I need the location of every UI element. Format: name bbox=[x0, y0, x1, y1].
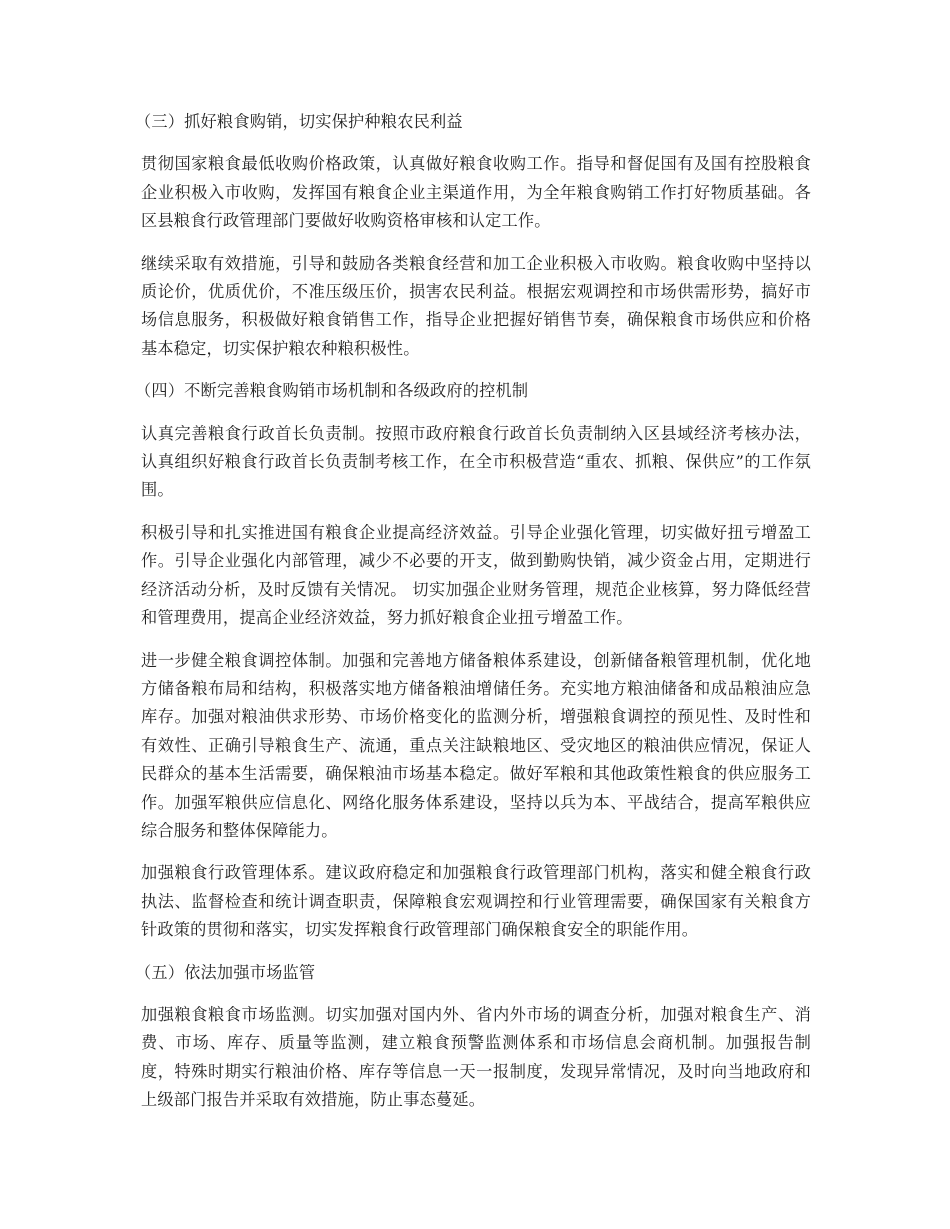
section-heading-3: （三）抓好粮食购销，切实保护种粮农民利益 bbox=[135, 112, 463, 131]
paragraph-enterprise-efficiency: 积极引导和扎实推进国有粮食企业提高经济效益。引导企业强化管理，切实做好扭亏增盈工作。引导企业强化内部管理，减少不必要的开支，做到勤购快销，减少资金占用，定期进行经济活动分析，及时反馈有关情况。 切实加强企业财务管理，规范企业核算，努力降低经营和管理费用，提高企业经济效益，努力抓好粮食企业扭亏增盈工作。 bbox=[141, 522, 811, 628]
paragraph-grain-purchase-policy: 贯彻国家粮食最低收购价格政策，认真做好粮食收购工作。指导和督促国有及国有控股粮食企业积极入市收购，发挥国有粮食企业主渠道作用，为全年粮食购销工作打好物质基础。各区县粮食行政管理部门要做好收购资格审核和认定工作。 bbox=[141, 154, 811, 231]
section-heading-5: （五）依法加强市场监管 bbox=[135, 962, 316, 982]
section-heading-4: （四）不断完善粮食购销市场机制和各级政府的控机制 bbox=[135, 381, 529, 401]
paragraph-administration-system: 加强粮食行政管理体系。建议政府稳定和加强粮食行政管理部门机构，落实和健全粮食行政执法、监督检查和统计调查职责，保障粮食宏观调控和行业管理需要，确保国家有关粮食方针政策的贯彻和落实，切实发挥粮食行政管理部门确保粮食安全的职能作用。 bbox=[141, 863, 811, 940]
paragraph-regulation-system: 进一步健全粮食调控体制。加强和完善地方储备粮体系建设，创新储备粮管理机制，优化地方储备粮布局和结构，积极落实地方储备粮油增储任务。充实地方粮油储备和成品粮油应急库存。加强对粮油供求形势、市场价格变化的监测分析，增强粮食调控的预见性、及时性和有效性、正确引导粮食生产、流通，重点关注缺粮地区、受灾地区的粮油供应情况，保证人民群众的基本生活需要，确保粮油市场基本稳定。做好军粮和其他政策性粮食的供应服务工作。加强军粮供应信息化、网络化服务体系建设，坚持以兵为本、平战结合，提高军粮供应综合服务和整体保障能力。 bbox=[141, 650, 811, 840]
paragraph-governor-responsibility: 认真完善粮食行政首长负责制。按照市政府粮食行政首长负责制纳入区县域经济考核办法，认真组织好粮食行政首长负责制考核工作，在全市积极营造“重农、抓粮、保供应”的工作氛围。 bbox=[141, 423, 811, 500]
paragraph-market-purchase-measures: 继续采取有效措施，引导和鼓励各类粮食经营和加工企业积极入市收购。粮食收购中坚持以质论价，优质优价，不准压级压价，损害农民利益。根据宏观调控和市场供需形势，搞好市场信息服务，积极做好粮食销售工作，指导企业把握好销售节奏，确保粮食市场供应和价格基本稳定，切实保护粮农种粮积极性。 bbox=[141, 253, 811, 358]
paragraph-market-monitoring: 加强粮食粮食市场监测。切实加强对国内外、省内外市场的调查分析，加强对粮食生产、消费、市场、库存、质量等监测，建立粮食预警监测体系和市场信息会商机制。加强报告制度，特殊时期实行粮油价格、库存等信息一天一报制度，发现异常情况，及时向当地政府和上级部门报告并采取有效措施，防止事态蔓延。 bbox=[141, 1004, 811, 1110]
document-page bbox=[135, 108, 811, 1129]
